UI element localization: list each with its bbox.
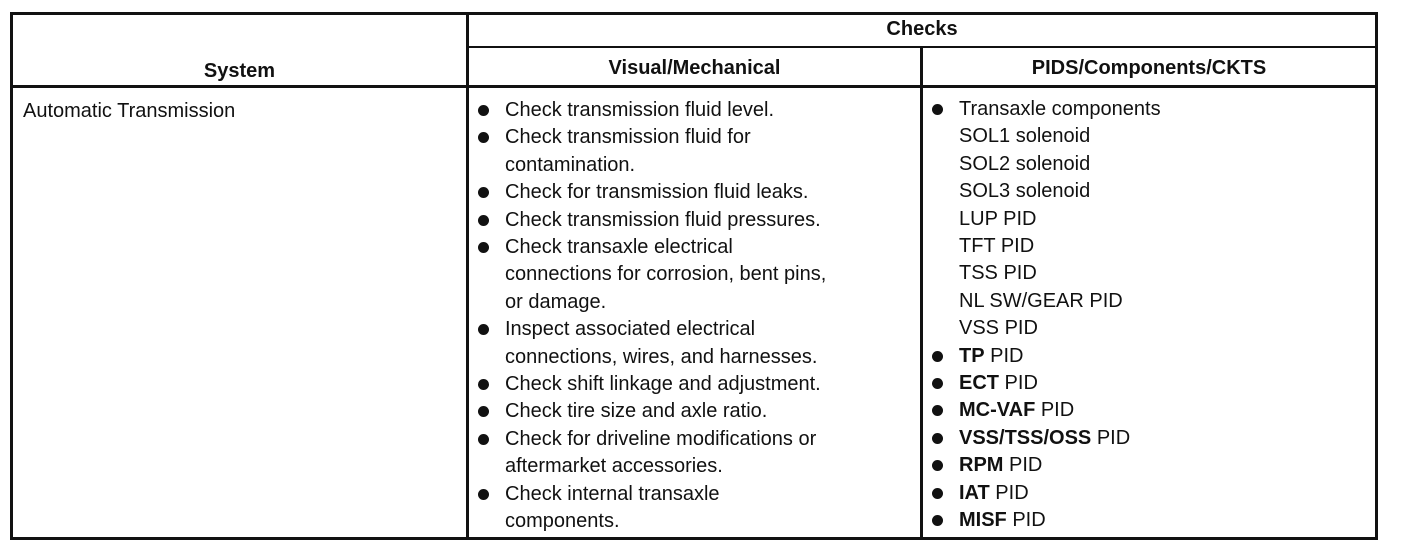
- bullet-icon: [932, 104, 943, 115]
- pid-sub-item: TFT PID: [959, 235, 1035, 258]
- list-item: [469, 426, 917, 481]
- pid-name: VSS/TSS/OSS: [959, 426, 1092, 449]
- list-item: [469, 481, 917, 536]
- pid-name: ECT: [959, 372, 999, 395]
- bullet-icon: [932, 488, 943, 499]
- pid-sub-item: NL SW/GEAR PID: [959, 289, 1123, 312]
- list-item: [923, 397, 1371, 424]
- pid-suffix: PID: [1003, 454, 1043, 477]
- header-system: System: [203, 60, 276, 82]
- list-item: [469, 371, 917, 398]
- bullet-icon: [478, 379, 489, 390]
- pid-name: TP: [959, 344, 985, 367]
- visual-check-text: Check for driveline modifications or aftermarket accessories.: [505, 427, 817, 478]
- list-item: [469, 316, 917, 371]
- bullet-icon: [478, 215, 489, 226]
- pid-sub-item: TSS PID: [959, 262, 1037, 285]
- visual-check-text: Inspect associated electrical connections, wires, and harnesses.: [505, 318, 818, 368]
- pid-suffix: PID: [999, 372, 1038, 395]
- pids-checks-list: [923, 96, 1371, 535]
- list-item: [923, 507, 1371, 534]
- bullet-icon: [932, 378, 943, 389]
- pid-name: RPM: [959, 454, 1004, 477]
- pid-sub-item: SOL3 solenoid: [959, 180, 1091, 203]
- header-checks: Checks: [886, 18, 958, 40]
- pids-group-label: Transaxle components: [959, 98, 1161, 120]
- bullet-icon: [932, 351, 943, 362]
- bullet-icon: [478, 489, 489, 500]
- list-item: [923, 480, 1371, 507]
- visual-check-text: Check shift linkage and adjustment.: [505, 373, 821, 396]
- list-item: [923, 96, 1371, 123]
- bullet-icon: [478, 324, 489, 335]
- bullet-icon: [478, 242, 489, 253]
- pid-name: MC-VAF: [959, 399, 1036, 422]
- list-item: [469, 179, 917, 206]
- visual-check-text: Check transmission fluid pressures.: [505, 208, 821, 231]
- bullet-icon: [932, 515, 943, 526]
- visual-check-text: Check for transmission fluid leaks.: [505, 181, 809, 204]
- bullet-icon: [478, 105, 489, 116]
- list-item: [923, 343, 1371, 370]
- visual-checks-list: [469, 97, 917, 536]
- list-item: [469, 124, 917, 179]
- checks-underline: [466, 46, 1378, 48]
- visual-check-text: Check internal transaxle components.: [505, 482, 720, 533]
- list-item: [923, 425, 1371, 452]
- pid-sub-item: SOL2 solenoid: [959, 152, 1091, 175]
- pid-name: MISF: [959, 509, 1007, 532]
- header-pids-components: PIDS/Components/CKTS: [1031, 57, 1267, 79]
- visual-check-text: Check tire size and axle ratio.: [505, 400, 768, 423]
- bullet-icon: [478, 132, 489, 143]
- list-item: [469, 207, 917, 234]
- header-bottom-line: [10, 85, 1378, 88]
- list-item: [923, 452, 1371, 479]
- list-item: [469, 97, 917, 124]
- pid-suffix: PID: [1006, 509, 1046, 532]
- pid-name: IAT: [959, 481, 990, 504]
- bullet-icon: [932, 433, 943, 444]
- visual-check-text: Check transaxle electrical connections for corrosion, bent pins, or damage.: [505, 236, 827, 313]
- system-name: Automatic Transmission: [23, 100, 236, 122]
- bullet-icon: [932, 405, 943, 416]
- list-item: [469, 398, 917, 425]
- visual-check-text: Check transmission fluid for contamination.: [505, 126, 751, 176]
- bullet-icon: [478, 434, 489, 445]
- pid-sub-item: SOL1 solenoid: [959, 125, 1091, 148]
- pid-sub-item: LUP PID: [959, 207, 1037, 230]
- list-item: [469, 234, 917, 316]
- pid-suffix: PID: [984, 344, 1024, 367]
- list-item: [923, 370, 1371, 397]
- bullet-icon: [932, 460, 943, 471]
- visual-check-text: Check transmission fluid level.: [505, 99, 774, 121]
- pid-suffix: PID: [989, 481, 1029, 504]
- bullet-icon: [478, 187, 489, 198]
- bullet-icon: [478, 406, 489, 417]
- header-visual-mechanical: Visual/Mechanical: [608, 57, 781, 79]
- pid-suffix: PID: [1035, 399, 1075, 422]
- pid-suffix: PID: [1091, 426, 1131, 449]
- pid-sub-item: VSS PID: [959, 317, 1038, 340]
